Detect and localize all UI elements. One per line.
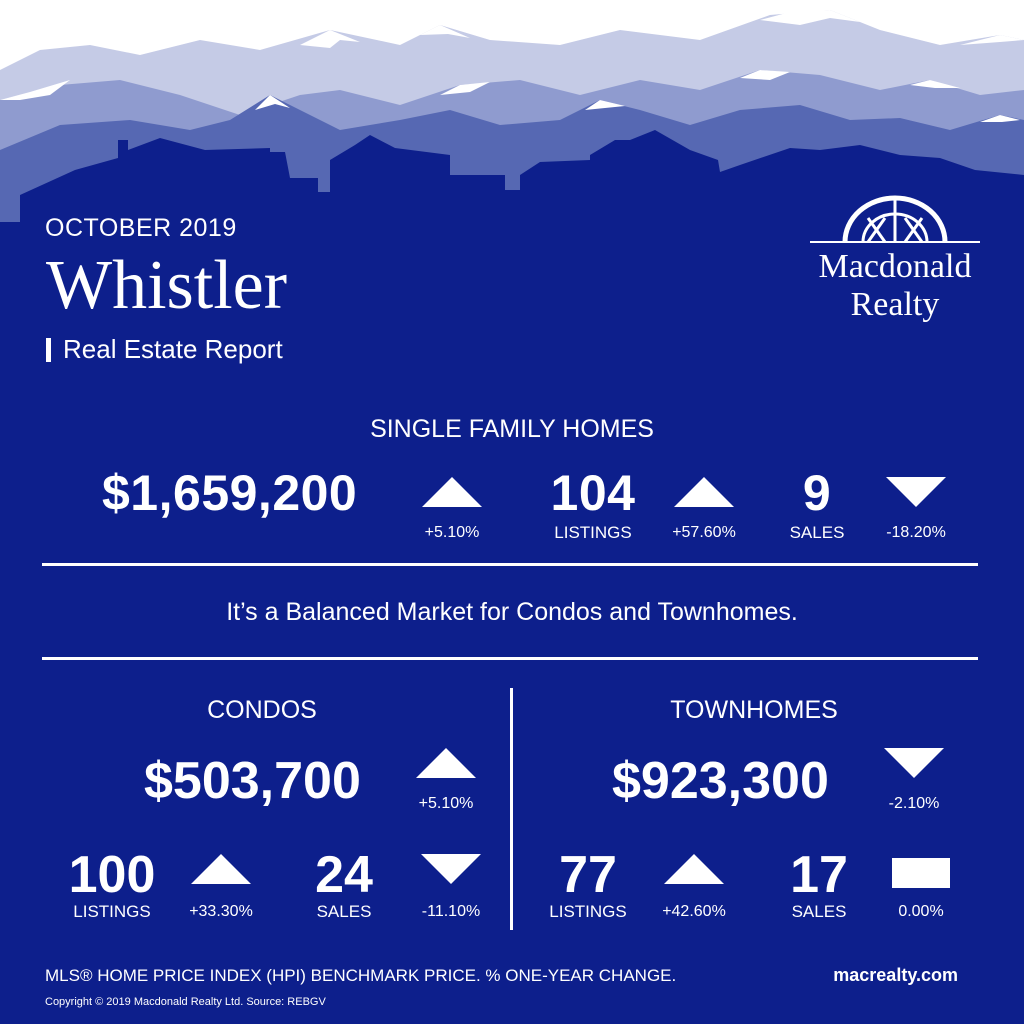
single-family-listings-change: +57.60% <box>672 524 736 541</box>
single-family-sales-change: -18.20% <box>886 524 946 541</box>
townhomes-listings-label: LISTINGS <box>549 902 627 921</box>
report-subtitle: Real Estate Report <box>63 334 283 364</box>
single-family-price: $1,659,200 <box>102 465 358 521</box>
report-month: OCTOBER 2019 <box>45 214 237 242</box>
townhomes-title: TOWNHOMES <box>670 696 838 724</box>
townhomes-listings-up-arrow-icon <box>664 854 724 884</box>
footer-note: MLS® HOME PRICE INDEX (HPI) BENCHMARK PRICE. % ONE-YEAR CHANGE. <box>45 966 677 985</box>
townhomes-sales-label: SALES <box>791 902 847 921</box>
divider-top <box>42 563 978 566</box>
condos-title: CONDOS <box>207 696 317 724</box>
copyright: Copyright © 2019 Macdonald Realty Ltd. Source: REBGV <box>45 996 326 1008</box>
condos-sales-count: 24 <box>315 846 373 904</box>
condos-sales-down-arrow-icon <box>421 854 481 884</box>
townhomes-sales-change: 0.00% <box>898 903 944 920</box>
single-family-listings-count: 104 <box>550 465 636 521</box>
single-family-sales-count: 9 <box>802 465 832 521</box>
condos-price-up-arrow-icon <box>416 748 476 778</box>
townhomes-price-change: -2.10% <box>888 795 940 812</box>
condos-listings-count: 100 <box>68 846 156 904</box>
single-family-listings-label: LISTINGS <box>554 523 632 542</box>
townhomes-listings-count: 77 <box>559 846 617 904</box>
condos-listings-up-arrow-icon <box>191 854 251 884</box>
website-link[interactable]: macrealty.com <box>833 965 958 985</box>
single-family-listings-up-arrow-icon <box>674 477 734 507</box>
city-title: Whistler <box>46 247 288 324</box>
single-family-price-change: +5.10% <box>424 524 480 541</box>
divider-bottom <box>42 657 978 660</box>
logo-text-line1: Macdonald <box>818 248 972 285</box>
single-family-sales-down-arrow-icon <box>886 477 946 507</box>
brand-logo <box>805 190 985 330</box>
condos-listings-change: +33.30% <box>189 903 253 920</box>
townhomes-price-down-arrow-icon <box>884 748 944 778</box>
condos-sales-label: SALES <box>316 902 372 921</box>
subtitle-accent-bar <box>46 338 51 362</box>
townhomes-price: $923,300 <box>612 752 829 810</box>
townhomes-sales-flat-indicator-icon <box>892 858 950 888</box>
logo-text-line2: Realty <box>850 286 940 323</box>
market-message: It’s a Balanced Market for Condos and Townhomes. <box>226 598 798 626</box>
townhomes-sales-count: 17 <box>790 846 848 904</box>
townhomes-listings-change: +42.60% <box>662 903 726 920</box>
condos-sales-change: -11.10% <box>421 903 481 920</box>
condos-listings-label: LISTINGS <box>73 902 151 921</box>
arch-window-logo-icon <box>805 190 985 250</box>
condos-price-change: +5.10% <box>418 795 474 812</box>
single-family-price-up-arrow-icon <box>422 477 482 507</box>
column-divider <box>510 688 513 930</box>
single-family-sales-label: SALES <box>789 523 845 542</box>
single-family-title: SINGLE FAMILY HOMES <box>370 415 654 443</box>
condos-price: $503,700 <box>144 752 361 810</box>
